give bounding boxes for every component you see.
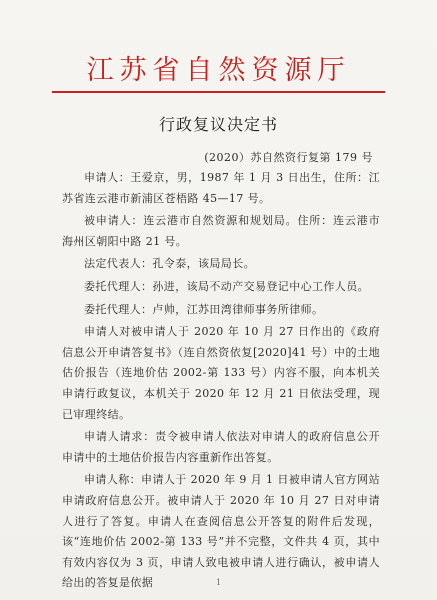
document-number: (2020）苏自然资行复第 179 号: [204, 151, 373, 164]
organization-header: 江苏省自然资源厅: [86, 55, 351, 86]
paragraph-case-summary: 申请人对被申请人于 2020 年 10 月 27 日作出的《政府信息公开申请答复书》（连自然资依复[2020]41 号）中的土地估价报告（连地价估 2002-第 133 号）内容不服，向本机关申请行政复议，本机关于 2020 年 12 月 21 日依法受理，现已审理终结。: [62, 325, 380, 421]
paragraph-request: 申请人请求：责令被申请人依法对申请人的政府信息公开申请中的土地估价报告内容重新作出答复。: [62, 430, 380, 464]
document-title: 行政复议决定书: [158, 115, 278, 134]
paragraph-respondent: 被申请人：连云港市自然资源和规划局。住所：连云港市海州区朝阳中路 21 号。: [62, 214, 380, 248]
paragraph-agent-1: 委托代理人：孙进，该局不动产交易登记中心工作人员。: [84, 279, 369, 293]
paragraph-legal-representative: 法定代表人：孔令泰，该局局长。: [84, 257, 255, 271]
paragraph-agent-2: 委托代理人：卢帅，江苏田湾律师事务所律师。: [84, 302, 324, 316]
paragraph-statement: 申请人称：申请人于 2020 年 9 月 1 日被申请人官方网站申请政府信息公开。被申请人于 2020 年 10 月 27 日对申请人进行了答复。申请人在查阅信息公开答复的附件后发现，该“连地价估 2002-第 133 号”并不完整，文件共 4 页，其中有效内容仅为 3 页，申请人致电被申请人进行确认，被申请人给出的答复是依据: [62, 473, 380, 590]
document-body: [62, 168, 380, 594]
paragraph-applicant: 申请人：王爱京，男，1987 年 1 月 3 日出生，住所：江苏省连云港市新浦区苍梧路 45—17 号。: [62, 171, 380, 205]
page-number: 1: [215, 578, 222, 587]
red-divider-line: [52, 91, 385, 93]
